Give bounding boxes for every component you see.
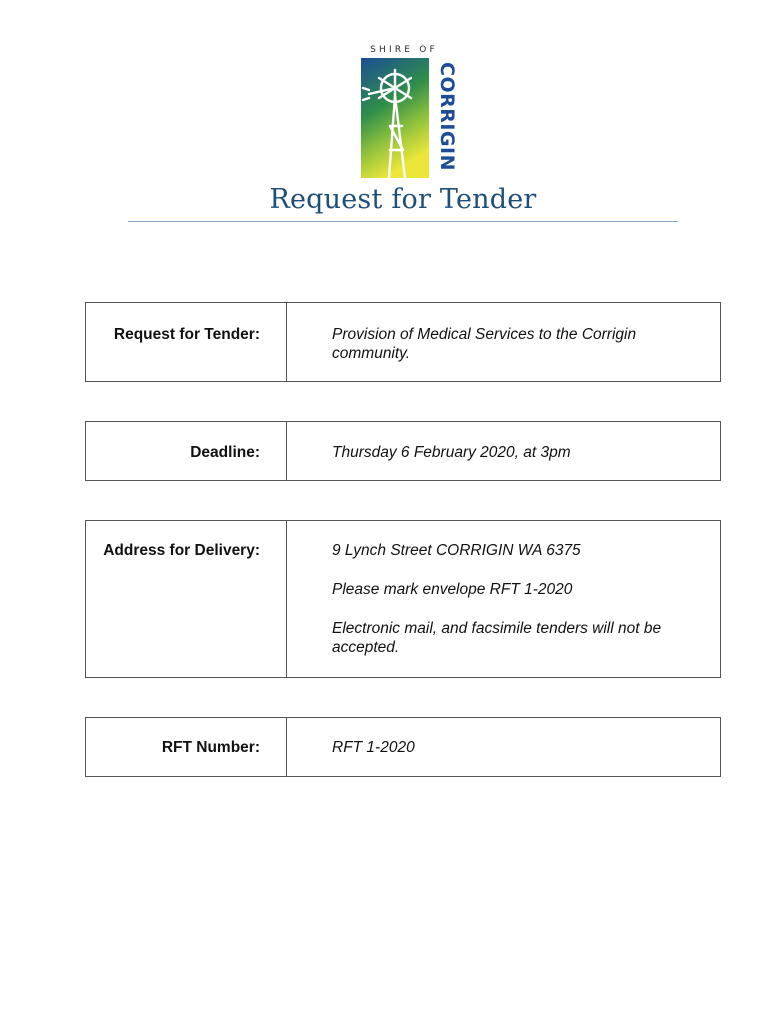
deadline-value-text: Thursday 6 February 2020, at 3pm bbox=[332, 444, 571, 461]
request-for-tender-label bbox=[86, 325, 260, 344]
shire-of-corrigin-logo bbox=[361, 44, 458, 180]
envelope-instruction: Please mark envelope RFT 1-2020 bbox=[332, 581, 573, 598]
rft-number-row bbox=[85, 717, 721, 777]
address-label bbox=[86, 541, 260, 560]
address-value bbox=[332, 541, 702, 657]
address-line: 9 Lynch Street CORRIGIN WA 6375 bbox=[332, 542, 581, 559]
page-title: Request for Tender bbox=[269, 184, 537, 215]
address-label-text: Address for Delivery: bbox=[103, 542, 260, 559]
row-divider bbox=[286, 521, 287, 677]
request-for-tender-row bbox=[85, 302, 721, 382]
rft-number-label-text: RFT Number: bbox=[161, 739, 260, 756]
rft-number-label bbox=[86, 738, 260, 757]
electronic-tender-notice: Electronic mail, and facsimile tenders will not be accepted. bbox=[332, 620, 662, 656]
row-divider bbox=[286, 718, 287, 776]
row-divider bbox=[286, 422, 287, 480]
request-for-tender-value bbox=[332, 325, 702, 363]
deadline-row bbox=[85, 421, 721, 481]
rft-number-value bbox=[332, 738, 702, 757]
logo-corrigin-text: CORRIGIN bbox=[436, 62, 458, 171]
deadline-label bbox=[86, 443, 260, 462]
windmill-logo-icon bbox=[361, 58, 458, 180]
request-value-text: Provision of Medical Services to the Corrigin community. bbox=[332, 326, 637, 362]
deadline-value bbox=[332, 443, 702, 462]
deadline-label-text: Deadline: bbox=[190, 444, 260, 461]
address-for-delivery-row bbox=[85, 520, 721, 678]
logo-shire-of-text: SHIRE OF bbox=[370, 45, 438, 55]
request-label-text: Request for Tender: bbox=[113, 326, 260, 343]
row-divider bbox=[286, 303, 287, 381]
title-underline bbox=[128, 221, 678, 222]
rft-number-value-text: RFT 1-2020 bbox=[332, 739, 415, 756]
